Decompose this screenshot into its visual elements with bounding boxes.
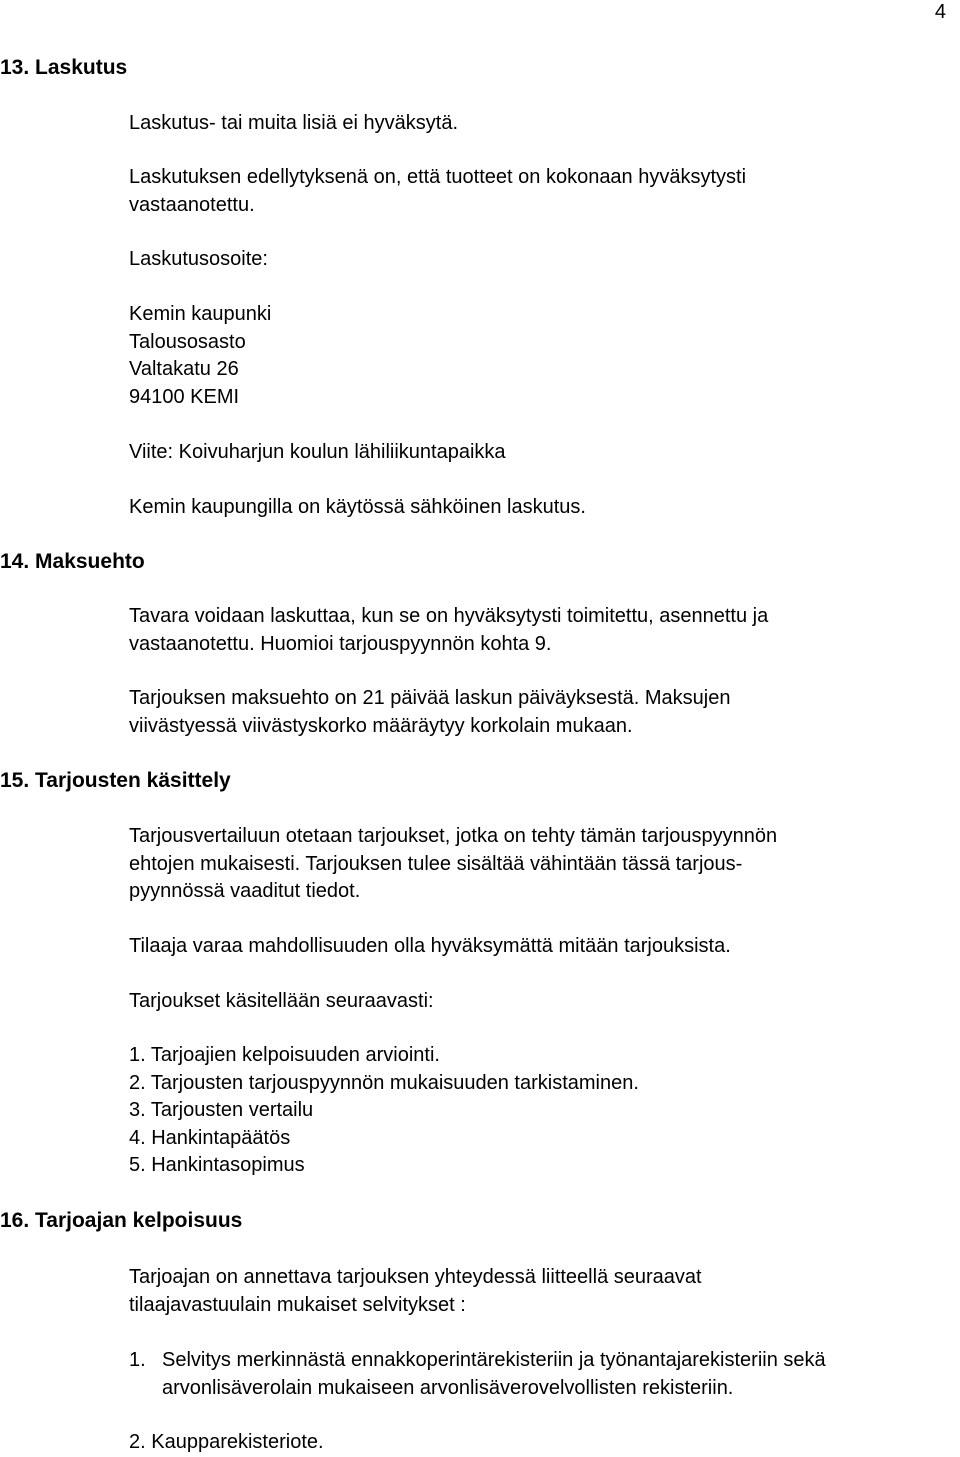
text-line: ehtojen mukaisesti. Tarjouksen tulee sisältää vähintään tässä tarjous- [129,852,743,875]
paragraph [129,164,746,219]
text-line: vastaanotettu. Huomioi tarjouspyynnön kohta 9. [129,632,552,655]
list-item [0,1347,960,1403]
numbered-list [129,1042,639,1180]
paragraph [129,1264,702,1319]
section-heading-14: 14. Maksuehto [0,550,145,573]
text-line: Kemin kaupungilla on käytössä sähköinen laskutus. [129,496,586,518]
paragraph [129,933,731,961]
paragraph [129,988,434,1016]
list-item: 5. Hankintasopimus [129,1154,305,1176]
text-line: viivästyessä viivästyskorko määräytyy korkolain mukaan. [129,714,633,737]
paragraph [129,110,458,138]
text-line: Laskutuksen edellytyksenä on, että tuotteet on kokonaan hyväksytysti [129,166,747,188]
text-line: Valtakatu 26 [129,358,239,380]
paragraph [129,439,506,467]
list-item: 3. Tarjousten vertailu [129,1099,314,1121]
text-line: tilaajavastuulain mukaiset selvitykset : [129,1293,466,1316]
list-item [129,1429,324,1457]
paragraph [129,603,768,658]
section-heading-15: 15. Tarjousten käsittely [0,769,231,792]
text-line: Laskutusosoite: [129,248,268,270]
paragraph [129,685,730,740]
billing-address [129,301,271,411]
text-line: Tavara voidaan laskuttaa, kun se on hyväksytysti toimitettu, asennettu ja [129,605,769,627]
text-line: Selvitys merkinnästä ennakkoperintärekisteriin ja työnantajarekisteriin sekä [162,1349,826,1371]
text-line: Viite: Koivuharjun koulun lähiliikuntapaikka [129,441,506,463]
text-line: arvonlisäverolain mukaiseen arvonlisäverovelvollisten rekisteriin. [162,1376,734,1399]
page-number: 4 [934,1,946,23]
text-line: 94100 KEMI [129,385,240,408]
text-line: Tarjoukset käsitellään seuraavasti: [129,990,434,1012]
text-line: Kemin kaupunki [129,303,272,325]
text-line: Tarjoajan on annettava tarjouksen yhteydessä liitteellä seuraavat [129,1266,702,1288]
section-heading-16: 16. Tarjoajan kelpoisuus [0,1209,243,1232]
list-item: 2. Tarjousten tarjouspyynnön mukaisuuden tarkistaminen. [129,1071,639,1094]
text-line: Laskutus- tai muita lisiä ei hyväksytä. [129,112,459,134]
text-line: Talousosasto [129,330,246,353]
list-item: 4. Hankintapäätös [129,1126,291,1149]
list-item-number: 1. [129,1349,146,1371]
paragraph [129,246,268,274]
text-line: pyynnössä vaaditut tiedot. [129,880,361,902]
section-heading-13: 13. Laskutus [0,56,128,79]
text-line: 2. Kaupparekisteriote. [129,1431,324,1453]
text-line: Tilaaja varaa mahdollisuuden olla hyväksymättä mitään tarjouksista. [129,935,731,957]
text-line: Tarjousvertailuun otetaan tarjoukset, jotka on tehty tämän tarjouspyynnön [129,825,778,847]
paragraph [129,823,777,906]
text-line: Tarjouksen maksuehto on 21 päivää laskun päiväyksestä. Maksujen [129,687,731,709]
list-item: 1. Tarjoajien kelpoisuuden arviointi. [129,1044,440,1066]
paragraph [129,494,586,522]
text-line: vastaanotettu. [129,193,255,216]
